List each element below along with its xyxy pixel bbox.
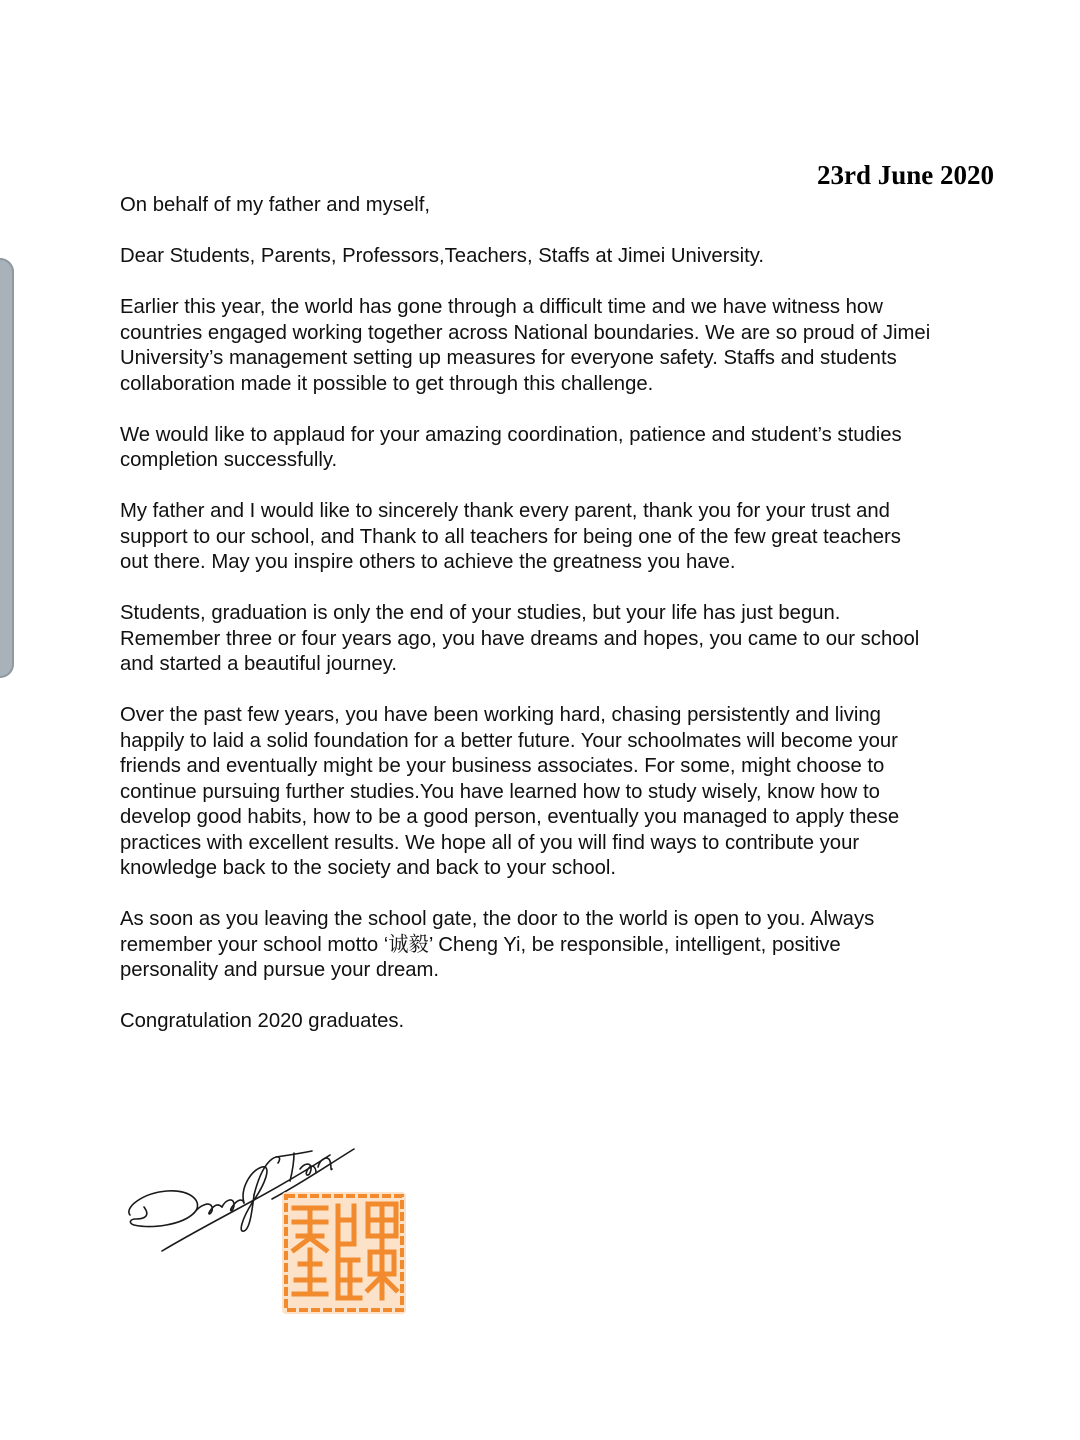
paragraph: As soon as you leaving the school gate, the door to the world is open to you. Always remember your school motto ‘诚毅’ Cheng Yi, be responsible, intelligent, positive personality and pursue your dream. (120, 908, 875, 981)
closing-line: Congratulation 2020 graduates. (120, 1010, 405, 1032)
paragraph: Students, graduation is only the end of your studies, but your life has just begun. Remember three or four years ago, you have dreams and hopes, you came to our school and started a beautiful journey. (120, 602, 920, 675)
salutation-line: On behalf of my father and myself, (120, 194, 431, 216)
paragraph: Over the past few years, you have been working hard, chasing persistently and living happily to laid a solid foundation for a better future. Your schoolmates will become your friends and eventually might be your business associates. For some, might choose to continue pursuing further studies.You have learned how to study wisely, know how to develop good habits, how to be a good person, eventually you managed to apply these practices with excellent results. We hope all of you will find ways to contribute your knowledge back to the society and back to your school. (120, 704, 900, 879)
side-tab-handle[interactable] (0, 258, 14, 678)
letter-date: 23rd June 2020 (816, 160, 994, 190)
seal-stamp (280, 1190, 408, 1316)
paragraph: We would like to applaud for your amazing coordination, patience and student’s studies completion successfully. (120, 423, 902, 471)
paragraph: My father and I would like to sincerely thank every parent, thank you for your trust and support to our school, and Thank to all teachers for being one of the few great teachers out there. May you inspire others to achieve the greatness you have. (120, 500, 901, 573)
addressee-line: Dear Students, Parents, Professors,Teachers, Staffs at Jimei University. (120, 245, 764, 267)
paragraph: Earlier this year, the world has gone through a difficult time and we have witness how countries engaged working together across National boundaries. We are so proud of Jimei University’s management setting up measures for everyone safety. Staffs and students collaboration made it possible to get through this challenge. (120, 296, 931, 395)
letter-body (120, 193, 1020, 1060)
